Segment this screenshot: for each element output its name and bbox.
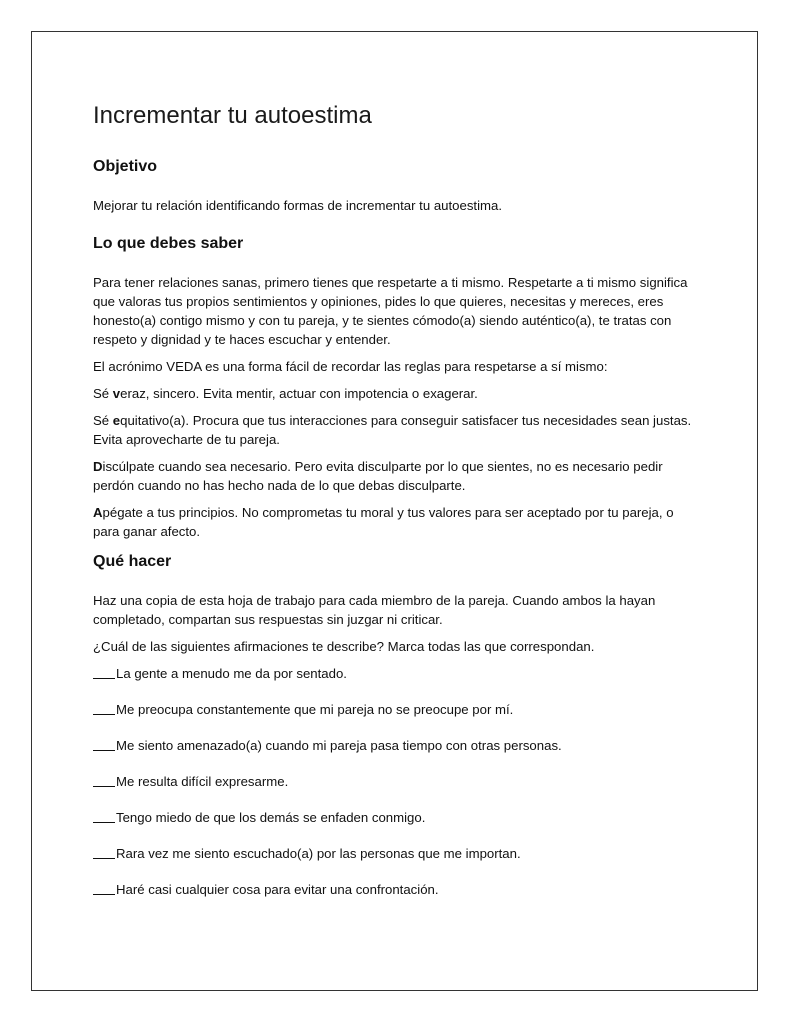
veda-rule-a xyxy=(93,503,703,541)
veda-rule-e xyxy=(93,411,703,449)
hacer-paragraph-2: ¿Cuál de las siguientes afirmaciones te describe? Marca todas las que correspondan. xyxy=(93,639,595,654)
veda-d-letter: D xyxy=(93,459,103,474)
checklist-item-text: Me siento amenazado(a) cuando mi pareja pasa tiempo con otras personas. xyxy=(116,738,562,753)
document-title: Incrementar tu autoestima xyxy=(93,102,372,129)
check-blank-line[interactable] xyxy=(93,844,115,859)
heading-objetivo: Objetivo xyxy=(93,158,158,175)
checklist-item xyxy=(93,844,703,863)
veda-a-text: pégate a tus principios. No comprometas tu moral y tus valores para ser aceptado por tu pareja, o para ganar afecto. xyxy=(93,505,674,539)
veda-a-letter: A xyxy=(93,505,103,520)
saber-paragraph-1: Para tener relaciones sanas, primero tienes que respetarte a ti mismo. Respetarte a ti mismo significa que valoras tus propios sentimientos y opiniones, pides lo que quieres, necesitas y mereces, eres honesto(a) contigo mismo y con tu pareja, y te sientes cómodo(a) siendo auténtico(a), te tratas con respeto y dignidad y te haces escuchar y entender. xyxy=(93,275,688,347)
check-blank-line[interactable] xyxy=(93,772,115,787)
check-blank-line[interactable] xyxy=(93,736,115,751)
veda-v-text: eraz, sincero. Evita mentir, actuar con impotencia o exagerar. xyxy=(120,386,478,401)
checklist-item xyxy=(93,700,703,719)
document-content xyxy=(93,100,703,916)
veda-e-prefix: Sé xyxy=(93,413,113,428)
statement-checklist xyxy=(93,664,703,899)
checklist-item xyxy=(93,736,703,755)
checklist-item xyxy=(93,772,703,791)
veda-rule-d xyxy=(93,457,703,495)
check-blank-line[interactable] xyxy=(93,664,115,679)
checklist-item-text: Haré casi cualquier cosa para evitar una confrontación. xyxy=(116,882,439,897)
veda-e-text: quitativo(a). Procura que tus interacciones para conseguir satisfacer tus necesidades sean justas. Evita aprovecharte de tu pareja. xyxy=(93,413,692,447)
veda-e-letter: e xyxy=(112,413,121,428)
check-blank-line[interactable] xyxy=(93,808,115,823)
hacer-paragraph-1: Haz una copia de esta hoja de trabajo para cada miembro de la pareja. Cuando ambos la hayan completado, compartan sus respuestas sin juzgar ni criticar. xyxy=(93,593,656,627)
veda-rule-v xyxy=(93,384,703,403)
veda-v-prefix: Sé xyxy=(93,386,113,401)
heading-lo-que-debes-saber: Lo que debes saber xyxy=(93,235,244,252)
objetivo-text: Mejorar tu relación identificando formas de incrementar tu autoestima. xyxy=(93,198,503,213)
check-blank-line[interactable] xyxy=(93,880,115,895)
saber-paragraph-2: El acrónimo VEDA es una forma fácil de recordar las reglas para respetarse a sí mismo: xyxy=(93,359,608,374)
check-blank-line[interactable] xyxy=(93,700,115,715)
checklist-item-text: La gente a menudo me da por sentado. xyxy=(116,666,347,681)
heading-que-hacer: Qué hacer xyxy=(93,553,172,570)
checklist-item-text: Tengo miedo de que los demás se enfaden conmigo. xyxy=(116,810,426,825)
checklist-item-text: Me resulta difícil expresarme. xyxy=(116,774,289,789)
veda-v-letter: v xyxy=(112,386,121,401)
checklist-item xyxy=(93,808,703,827)
checklist-item xyxy=(93,664,703,683)
checklist-item-text: Rara vez me siento escuchado(a) por las personas que me importan. xyxy=(116,846,521,861)
checklist-item-text: Me preocupa constantemente que mi pareja no se preocupe por mí. xyxy=(116,702,514,717)
checklist-item xyxy=(93,880,703,899)
veda-d-text: iscúlpate cuando sea necesario. Pero evita disculparte por lo que sientes, no es necesario pedir perdón cuando no has hecho nada de lo que debas disculparte. xyxy=(93,459,663,493)
